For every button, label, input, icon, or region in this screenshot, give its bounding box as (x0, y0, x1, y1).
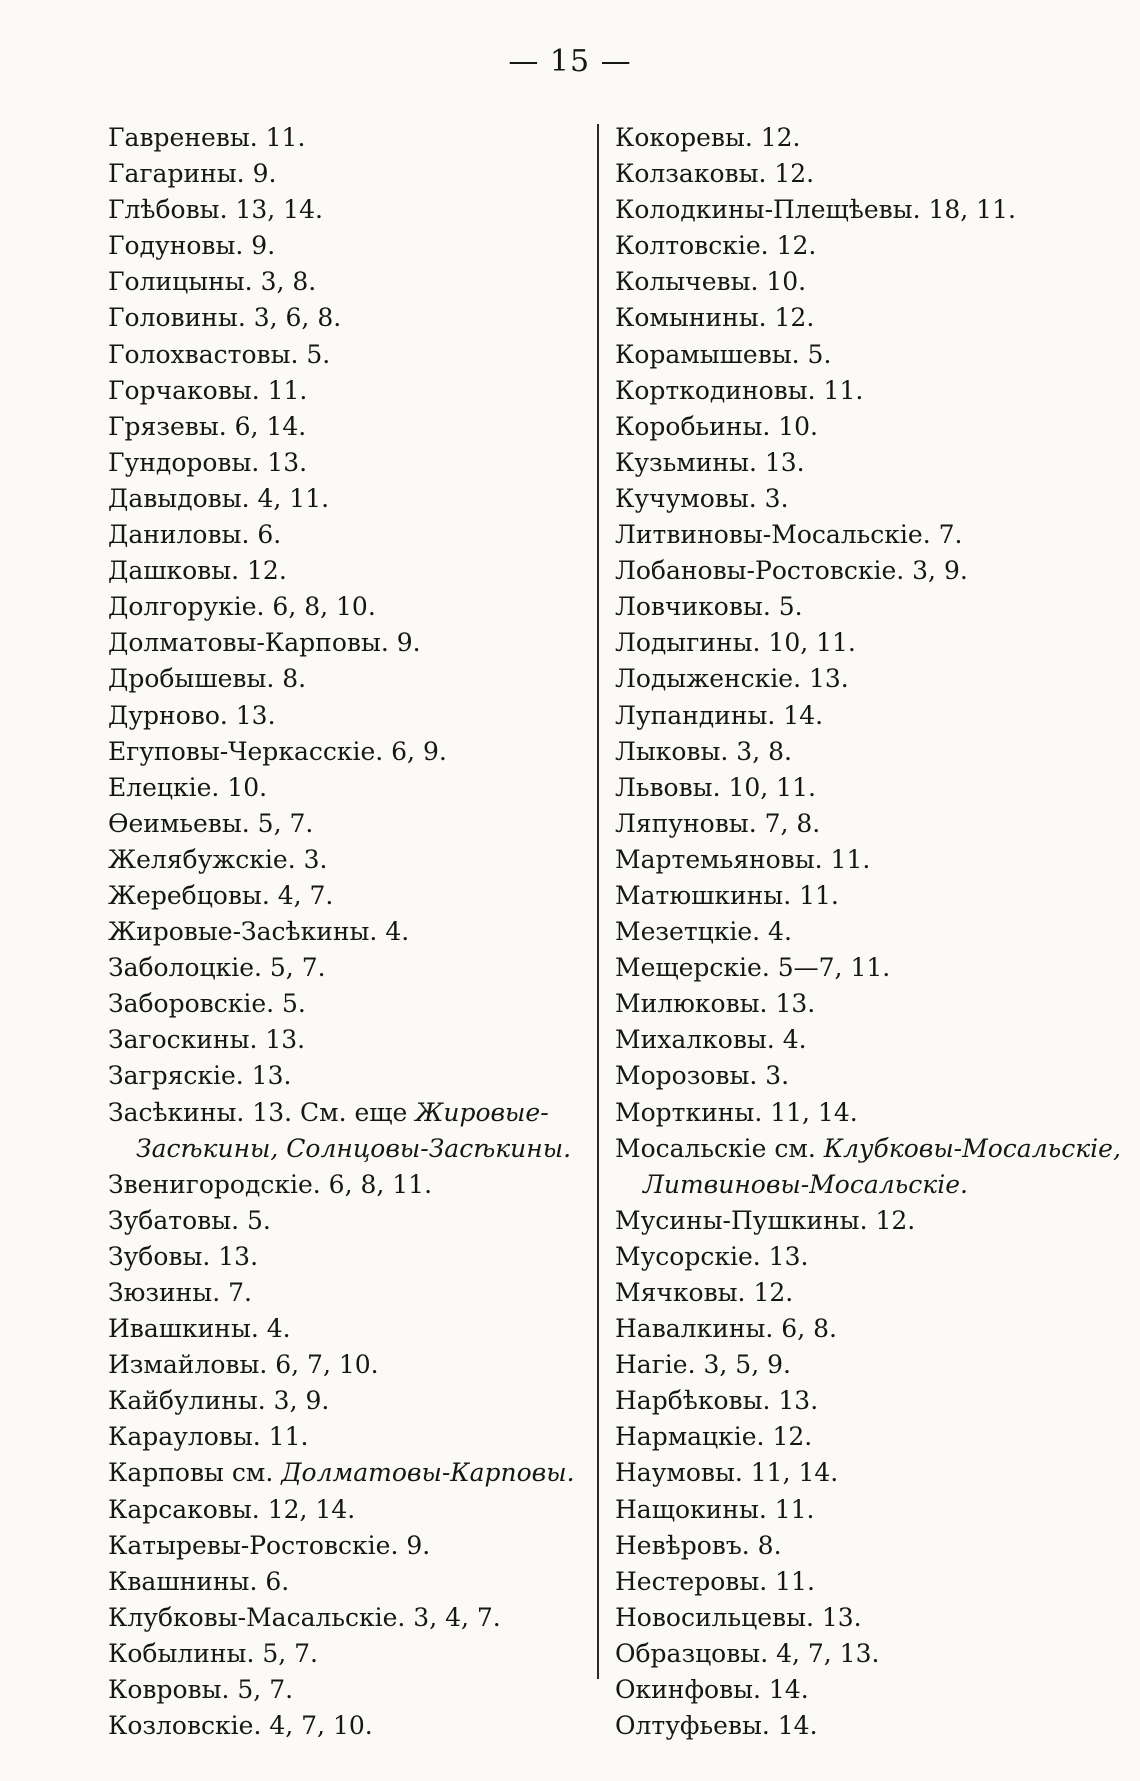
entry-text: Кобылины. 5, 7. (108, 1638, 318, 1668)
index-entry (108, 553, 588, 589)
index-entry (615, 337, 1130, 373)
entry-text: Голицыны. 3, 8. (108, 267, 317, 297)
index-entry (615, 1275, 1130, 1311)
index-entry (108, 1203, 588, 1239)
index-entry (615, 842, 1130, 878)
index-entry (108, 734, 588, 770)
entry-text: Мусорскіе. 13. (615, 1241, 809, 1271)
index-entry (108, 373, 588, 409)
index-entry (615, 553, 1130, 589)
index-entry (108, 481, 588, 517)
index-entry (615, 950, 1130, 986)
index-entry (108, 878, 588, 914)
index-entry (615, 1455, 1130, 1491)
entry-text: Гагарины. 9. (108, 159, 277, 189)
index-entry (615, 1492, 1130, 1528)
index-entry (108, 1492, 588, 1528)
index-entry (615, 1636, 1130, 1672)
entry-cross-reference: Жировые- (415, 1097, 549, 1127)
index-entry (615, 445, 1130, 481)
index-entry (615, 409, 1130, 445)
index-entry (615, 1419, 1130, 1455)
entry-text: Елецкіе. 10. (108, 772, 268, 802)
index-entry (615, 300, 1130, 336)
index-entry (108, 1383, 588, 1419)
entry-text: Заборовскіе. 5. (108, 989, 306, 1019)
index-entry (615, 1203, 1130, 1239)
entry-text: Кузьмины. 13. (615, 447, 805, 477)
entry-text: Дробышевы. 8. (108, 664, 307, 694)
entry-text: Морткины. 11, 14. (615, 1097, 858, 1127)
entry-text: Новосильцевы. 13. (615, 1602, 862, 1632)
index-entry (108, 589, 588, 625)
entry-text: Олтуфьевы. 14. (615, 1711, 818, 1741)
index-entry (615, 1672, 1130, 1708)
index-entry (615, 1347, 1130, 1383)
entry-text: Коробьины. 10. (615, 411, 818, 441)
column-divider (597, 124, 599, 1679)
entry-text: Милюковы. 13. (615, 989, 816, 1019)
entry-text: Ляпуновы. 7, 8. (615, 808, 821, 838)
entry-text: Засѣкины. 13. См. еще (108, 1097, 416, 1127)
entry-text: Козловскіе. 4, 7, 10. (108, 1711, 373, 1741)
index-entry (615, 120, 1130, 156)
index-entry (615, 698, 1130, 734)
index-entry (108, 1636, 588, 1672)
entry-text: Головины. 3, 6, 8. (108, 303, 342, 333)
entry-text: Даниловы. 6. (108, 520, 282, 550)
index-column-left (108, 120, 588, 1744)
index-entry (108, 914, 588, 950)
entry-text: Карауловы. 11. (108, 1422, 309, 1452)
index-entry (108, 625, 588, 661)
entry-text: Навалкины. 6, 8. (615, 1314, 837, 1344)
index-entry (615, 1239, 1130, 1275)
entry-text: Мусины-Пушкины. 12. (615, 1205, 916, 1235)
index-entry (615, 228, 1130, 264)
entry-text: Колзаковы. 12. (615, 159, 815, 189)
index-entry (108, 517, 588, 553)
entry-text: Корткодиновы. 11. (615, 375, 864, 405)
index-entry (108, 1455, 588, 1491)
index-entry (615, 1131, 1130, 1167)
index-entry (108, 1275, 588, 1311)
entry-cross-reference: Клубковы-Мосальскіе, (823, 1133, 1121, 1163)
entry-text: Голохвастовы. 5. (108, 339, 331, 369)
index-entry (108, 228, 588, 264)
index-entry (108, 1600, 588, 1636)
entry-text: Мартемьяновы. 11. (615, 844, 871, 874)
entry-text: Нармацкіе. 12. (615, 1422, 813, 1452)
index-entry-continuation (108, 1131, 588, 1167)
entry-text: Кайбулины. 3, 9. (108, 1386, 330, 1416)
index-entry (108, 409, 588, 445)
index-entry (615, 481, 1130, 517)
index-entry (615, 156, 1130, 192)
entry-text: Жировые-Засѣкины. 4. (108, 917, 410, 947)
index-entry (615, 517, 1130, 553)
entry-text: Нащокины. 11. (615, 1494, 815, 1524)
index-entry (615, 734, 1130, 770)
entry-text: Окинфовы. 14. (615, 1675, 809, 1705)
entry-text: Кучумовы. 3. (615, 483, 789, 513)
index-entry (615, 1311, 1130, 1347)
entry-text: Мячковы. 12. (615, 1278, 794, 1307)
index-entry (615, 1528, 1130, 1564)
entry-text: Лупандины. 14. (615, 700, 824, 730)
entry-text: Горчаковы. 11. (108, 375, 308, 405)
index-entry (108, 661, 588, 697)
index-entry (615, 914, 1130, 950)
entry-text: Львовы. 10, 11. (615, 772, 816, 802)
index-entry (108, 950, 588, 986)
entry-text: Ѳеимьевы. 5, 7. (108, 808, 314, 838)
entry-text: Колтовскіе. 12. (615, 231, 817, 261)
entry-text: Нарбѣковы. 13. (615, 1386, 819, 1416)
index-entry (108, 1672, 588, 1708)
entry-text: Долматовы-Карповы. 9. (108, 628, 421, 658)
entry-text: Матюшкины. 11. (615, 880, 839, 910)
entry-text: Зубатовы. 5. (108, 1205, 271, 1235)
entry-text: Лобановы-Ростовскіе. 3, 9. (615, 556, 968, 586)
entry-text: Карповы см. (108, 1458, 282, 1488)
entry-text: Зубовы. 13. (108, 1241, 259, 1271)
index-entry (615, 661, 1130, 697)
entry-text: Мезетцкіе. 4. (615, 917, 792, 947)
index-entry (615, 589, 1130, 625)
entry-text: Литвиновы-Мосальскіе. 7. (615, 520, 963, 550)
entry-text: Дашковы. 12. (108, 556, 287, 586)
index-entry (108, 120, 588, 156)
entry-text: Егуповы-Черкасскіе. 6, 9. (108, 736, 447, 766)
entry-text: Нагіе. 3, 5, 9. (615, 1350, 791, 1380)
entry-text: Катыревы-Ростовскіе. 9. (108, 1530, 431, 1560)
index-entry (108, 337, 588, 373)
index-entry (108, 1347, 588, 1383)
entry-text: Образцовы. 4, 7, 13. (615, 1638, 880, 1668)
entry-cross-reference: Литвиновы-Мосальскіе. (643, 1169, 968, 1199)
index-entry (615, 806, 1130, 842)
index-entry (615, 1022, 1130, 1058)
entry-text: Желябужскіе. 3. (108, 844, 328, 874)
index-entry (615, 373, 1130, 409)
index-entry (108, 1311, 588, 1347)
index-entry (108, 264, 588, 300)
index-entry (108, 986, 588, 1022)
entry-text: Зюзины. 7. (108, 1278, 252, 1307)
entry-text: Лодыженскіе. 13. (615, 664, 849, 694)
entry-text: Мосальскіе см. (615, 1133, 824, 1163)
entry-text: Наумовы. 11, 14. (615, 1458, 839, 1488)
entry-text: Лодыгины. 10, 11. (615, 628, 856, 658)
index-entry-continuation (615, 1167, 1130, 1203)
entry-text: Дурново. 13. (108, 700, 276, 730)
entry-text: Нестеровы. 11. (615, 1566, 815, 1596)
entry-text: Глѣбовы. 13, 14. (108, 195, 323, 225)
index-entry (108, 842, 588, 878)
index-entry (108, 1058, 588, 1094)
entry-text: Лыковы. 3, 8. (615, 736, 792, 766)
entry-text: Ловчиковы. 5. (615, 592, 803, 622)
entry-text: Долгорукіе. 6, 8, 10. (108, 592, 376, 622)
index-entry (108, 1167, 588, 1203)
index-entry (615, 1095, 1130, 1131)
index-entry (108, 156, 588, 192)
index-entry (108, 1239, 588, 1275)
index-entry (615, 986, 1130, 1022)
index-entry (108, 1708, 588, 1744)
entry-text: Загряскіе. 13. (108, 1061, 292, 1091)
index-entry (108, 1095, 588, 1131)
index-entry (615, 878, 1130, 914)
entry-text: Грязевы. 6, 14. (108, 411, 307, 441)
index-entry (615, 770, 1130, 806)
index-entry (615, 192, 1130, 228)
entry-text: Загоскины. 13. (108, 1025, 306, 1055)
entry-text: Корамышевы. 5. (615, 339, 832, 369)
entry-text: Колычевы. 10. (615, 267, 807, 297)
index-entry (108, 192, 588, 228)
index-entry (615, 1058, 1130, 1094)
entry-text: Жеребцовы. 4, 7. (108, 880, 334, 910)
entry-text: Звенигородскіе. 6, 8, 11. (108, 1169, 433, 1199)
index-entry (615, 1383, 1130, 1419)
index-entry (108, 1419, 588, 1455)
entry-text: Михалковы. 4. (615, 1025, 807, 1055)
index-entry (108, 698, 588, 734)
entry-text: Годуновы. 9. (108, 231, 276, 261)
index-entry (108, 806, 588, 842)
entry-text: Гундоровы. 13. (108, 447, 308, 477)
entry-text: Невѣровъ. 8. (615, 1530, 782, 1560)
entry-text: Комынины. 12. (615, 303, 815, 333)
entry-text: Клубковы-Масальскіе. 3, 4, 7. (108, 1602, 501, 1632)
entry-text: Измайловы. 6, 7, 10. (108, 1350, 379, 1380)
entry-cross-reference: Засѣкины, Солнцовы-Засѣкины. (136, 1133, 572, 1163)
page-number: — 15 — (508, 44, 632, 79)
entry-text: Кокоревы. 12. (615, 123, 801, 152)
index-entry (108, 770, 588, 806)
index-entry (615, 1564, 1130, 1600)
entry-text: Колодкины-Плещѣевы. 18, 11. (615, 195, 1016, 225)
entry-cross-reference: Долматовы-Карповы. (281, 1458, 575, 1488)
entry-text: Гавреневы. 11. (108, 123, 306, 152)
index-entry (108, 1022, 588, 1058)
entry-text: Морозовы. 3. (615, 1061, 790, 1091)
index-entry (615, 264, 1130, 300)
index-column-right (615, 120, 1130, 1744)
index-entry (108, 1528, 588, 1564)
index-entry (108, 300, 588, 336)
index-entry (108, 1564, 588, 1600)
entry-text: Давыдовы. 4, 11. (108, 483, 330, 513)
entry-text: Заболоцкіе. 5, 7. (108, 953, 326, 983)
entry-text: Мещерскіе. 5—7, 11. (615, 953, 891, 983)
entry-text: Карсаковы. 12, 14. (108, 1494, 356, 1524)
entry-text: Ивашкины. 4. (108, 1314, 291, 1344)
entry-text: Ковровы. 5, 7. (108, 1675, 294, 1705)
index-entry (615, 1600, 1130, 1636)
index-entry (615, 625, 1130, 661)
index-entry (615, 1708, 1130, 1744)
entry-text: Квашнины. 6. (108, 1566, 290, 1596)
index-entry (108, 445, 588, 481)
